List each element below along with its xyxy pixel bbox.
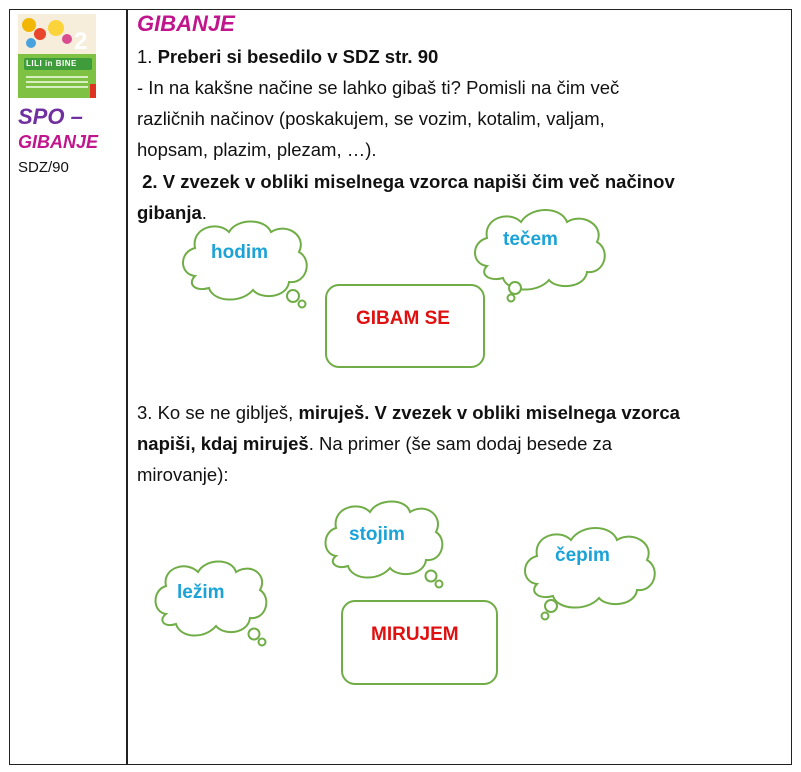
- cloud-word: stojim: [349, 524, 405, 545]
- topic-label: GIBANJE: [18, 132, 99, 152]
- cloud-word: čepim: [555, 545, 610, 566]
- page-title: GIBANJE: [137, 11, 235, 36]
- step3-line: mirovanje):: [137, 464, 229, 485]
- column-divider: [126, 9, 128, 765]
- thought-cloud: [517, 522, 663, 622]
- cloud-word: tečem: [503, 229, 558, 250]
- step1-line: - In na kakšne načine se lahko gibaš ti? Pomisli na čim več: [137, 77, 620, 98]
- subject-label: SPO –: [18, 104, 83, 129]
- step2-line: gibanja.: [137, 202, 207, 223]
- cover-brand: LILI in BINE: [26, 59, 77, 68]
- thought-cloud: [175, 214, 315, 314]
- cover-grade-number: 2: [74, 28, 88, 55]
- step3-line: napiši, kdaj miruješ. Na primer (še sam dodaj besede za: [137, 433, 613, 454]
- step1-line: hopsam, plazim, plezam, …).: [137, 139, 377, 160]
- cloud-word: hodim: [211, 242, 268, 263]
- cloud-word: ležim: [177, 582, 225, 603]
- thought-cloud: [467, 204, 613, 304]
- workbook-reference: SDZ/90: [18, 159, 69, 176]
- step1-line: različnih načinov (poskakujem, se vozim, kotalim, valjam,: [137, 108, 605, 129]
- step2-line: 2. V zvezek v obliki miselnega vzorca napiši čim več načinov: [137, 171, 675, 192]
- workbook-cover-image: [18, 14, 96, 98]
- center-word: MIRUJEM: [371, 624, 459, 645]
- center-word: GIBAM SE: [356, 308, 450, 329]
- step1-heading: 1. Preberi si besedilo v SDZ str. 90: [137, 46, 439, 67]
- step3-line: 3. Ko se ne giblješ, miruješ. V zvezek v obliki miselnega vzorca: [137, 402, 680, 423]
